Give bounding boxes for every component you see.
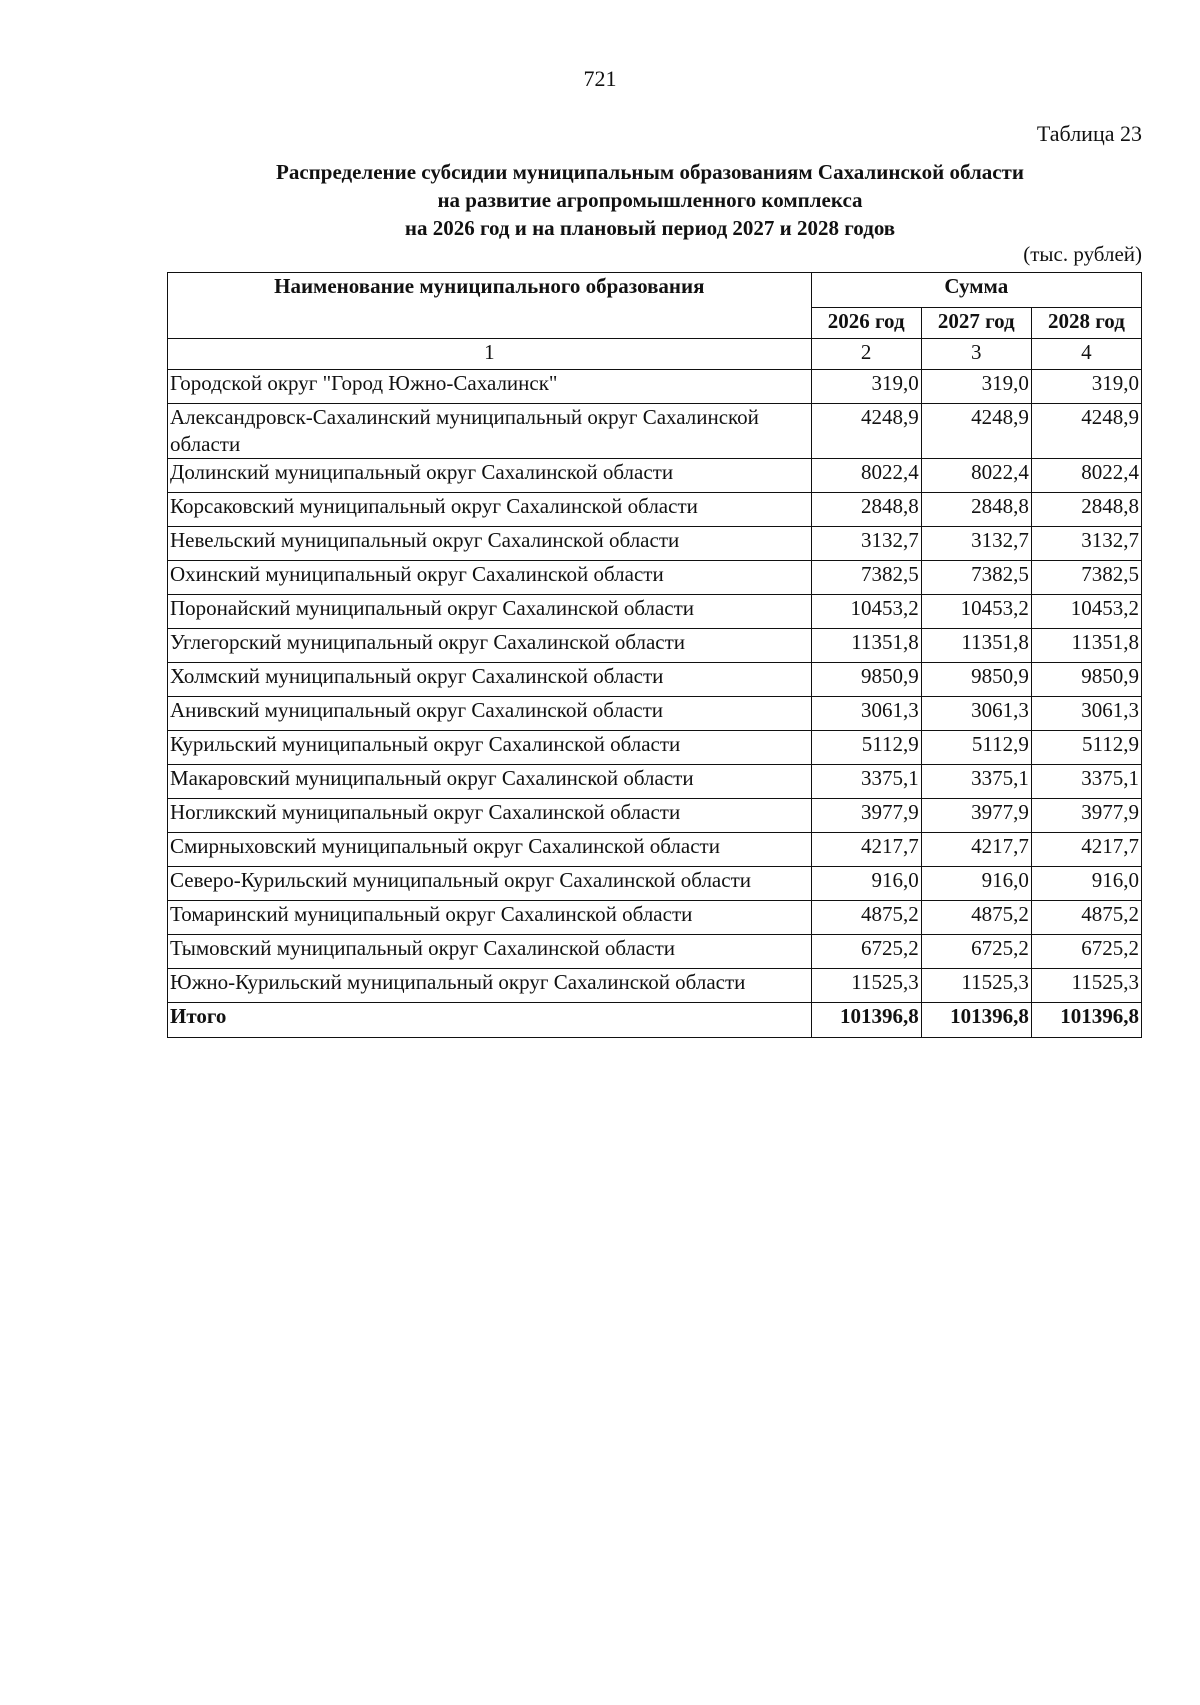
value-2026: 6725,2 <box>811 935 921 969</box>
municipality-name: Ногликский муниципальный округ Сахалинской области <box>168 799 812 833</box>
header-name: Наименование муниципального образования <box>168 273 812 339</box>
value-2028: 4217,7 <box>1031 833 1141 867</box>
municipality-name: Невельский муниципальный округ Сахалинской области <box>168 527 812 561</box>
header-year-2028: 2028 год <box>1031 308 1141 339</box>
value-2027: 11525,3 <box>921 969 1031 1003</box>
value-2028: 10453,2 <box>1031 595 1141 629</box>
value-2026: 10453,2 <box>811 595 921 629</box>
table-row <box>168 935 1142 969</box>
value-2028: 4248,9 <box>1031 404 1141 459</box>
table-row <box>168 370 1142 404</box>
value-2026: 3061,3 <box>811 697 921 731</box>
value-2027: 4248,9 <box>921 404 1031 459</box>
municipality-name: Холмский муниципальный округ Сахалинской области <box>168 663 812 697</box>
value-2027: 7382,5 <box>921 561 1031 595</box>
header-year-2026: 2026 год <box>811 308 921 339</box>
value-2026: 4248,9 <box>811 404 921 459</box>
value-2028: 2848,8 <box>1031 493 1141 527</box>
value-2026: 319,0 <box>811 370 921 404</box>
value-2028: 8022,4 <box>1031 459 1141 493</box>
table-row <box>168 663 1142 697</box>
value-2026: 5112,9 <box>811 731 921 765</box>
table-row <box>168 595 1142 629</box>
table-row <box>168 404 1142 459</box>
value-2028: 4875,2 <box>1031 901 1141 935</box>
column-index: 4 <box>1031 339 1141 370</box>
column-index: 1 <box>168 339 812 370</box>
value-2026: 7382,5 <box>811 561 921 595</box>
subsidy-table <box>167 272 1142 1038</box>
value-2028: 9850,9 <box>1031 663 1141 697</box>
value-2026: 4875,2 <box>811 901 921 935</box>
municipality-name: Углегорский муниципальный округ Сахалинской области <box>168 629 812 663</box>
value-2027: 4217,7 <box>921 833 1031 867</box>
value-2027: 6725,2 <box>921 935 1031 969</box>
column-index: 3 <box>921 339 1031 370</box>
value-2027: 319,0 <box>921 370 1031 404</box>
municipality-name: Тымовский муниципальный округ Сахалинской области <box>168 935 812 969</box>
value-2028: 3375,1 <box>1031 765 1141 799</box>
municipality-name: Охинский муниципальный округ Сахалинской области <box>168 561 812 595</box>
value-2028: 11351,8 <box>1031 629 1141 663</box>
value-2028: 7382,5 <box>1031 561 1141 595</box>
value-2028: 916,0 <box>1031 867 1141 901</box>
table-row <box>168 459 1142 493</box>
municipality-name: Южно-Курильский муниципальный округ Сахалинской области <box>168 969 812 1003</box>
table-label: Таблица 23 <box>1036 121 1142 146</box>
value-2028: 11525,3 <box>1031 969 1141 1003</box>
municipality-name: Долинский муниципальный округ Сахалинской области <box>168 459 812 493</box>
page-number: 721 <box>583 66 617 91</box>
value-2026: 9850,9 <box>811 663 921 697</box>
value-2028: 3977,9 <box>1031 799 1141 833</box>
column-index: 2 <box>811 339 921 370</box>
value-2027: 9850,9 <box>921 663 1031 697</box>
value-2028: 3061,3 <box>1031 697 1141 731</box>
value-2026: 11525,3 <box>811 969 921 1003</box>
table-row <box>168 493 1142 527</box>
title-line-3: на 2026 год и на плановый период 2027 и 2028 годов <box>404 216 896 240</box>
municipality-name: Городской округ "Город Южно-Сахалинск" <box>168 370 812 404</box>
title-line-2: на развитие агропромышленного комплекса <box>437 188 863 212</box>
table-row <box>168 969 1142 1003</box>
value-2027: 11351,8 <box>921 629 1031 663</box>
value-2026: 3977,9 <box>811 799 921 833</box>
units-label: (тыс. рублей) <box>1023 242 1142 266</box>
value-2027: 3061,3 <box>921 697 1031 731</box>
value-2026: 3375,1 <box>811 765 921 799</box>
value-2027: 3132,7 <box>921 527 1031 561</box>
document-title <box>160 158 1140 242</box>
municipality-name: Корсаковский муниципальный округ Сахалинской области <box>168 493 812 527</box>
value-2027: 3375,1 <box>921 765 1031 799</box>
municipality-name: Поронайский муниципальный округ Сахалинской области <box>168 595 812 629</box>
title-line-1: Распределение субсидии муниципальным образованиям Сахалинской области <box>276 160 1024 184</box>
municipality-name: Смирныховский муниципальный округ Сахалинской области <box>168 833 812 867</box>
municipality-name: Северо-Курильский муниципальный округ Сахалинской области <box>168 867 812 901</box>
value-2027: 916,0 <box>921 867 1031 901</box>
value-2026: 3132,7 <box>811 527 921 561</box>
value-2028: 319,0 <box>1031 370 1141 404</box>
value-2026: 916,0 <box>811 867 921 901</box>
value-2028: 6725,2 <box>1031 935 1141 969</box>
table-row <box>168 867 1142 901</box>
value-2027: 8022,4 <box>921 459 1031 493</box>
municipality-name: Анивский муниципальный округ Сахалинской области <box>168 697 812 731</box>
header-sum: Сумма <box>811 273 1141 308</box>
value-2026: 4217,7 <box>811 833 921 867</box>
value-2026: 11351,8 <box>811 629 921 663</box>
value-2028: 3132,7 <box>1031 527 1141 561</box>
value-2027: 2848,8 <box>921 493 1031 527</box>
table-row <box>168 697 1142 731</box>
municipality-name: Макаровский муниципальный округ Сахалинской области <box>168 765 812 799</box>
table-row <box>168 833 1142 867</box>
table-row <box>168 629 1142 663</box>
index-row <box>168 339 1142 370</box>
table-row <box>168 527 1142 561</box>
value-2027: 10453,2 <box>921 595 1031 629</box>
value-2028: 5112,9 <box>1031 731 1141 765</box>
value-2026: 8022,4 <box>811 459 921 493</box>
table-row <box>168 765 1142 799</box>
total-2027: 101396,8 <box>921 1003 1031 1038</box>
header-row-1 <box>168 273 1142 308</box>
header-year-2027: 2027 год <box>921 308 1031 339</box>
value-2026: 2848,8 <box>811 493 921 527</box>
value-2027: 4875,2 <box>921 901 1031 935</box>
table-row <box>168 799 1142 833</box>
total-2028: 101396,8 <box>1031 1003 1141 1038</box>
total-row <box>168 1003 1142 1038</box>
municipality-name: Томаринский муниципальный округ Сахалинской области <box>168 901 812 935</box>
total-label: Итого <box>168 1003 812 1038</box>
value-2027: 5112,9 <box>921 731 1031 765</box>
municipality-name: Курильский муниципальный округ Сахалинской области <box>168 731 812 765</box>
table-row <box>168 901 1142 935</box>
municipality-name: Александровск-Сахалинский муниципальный округ Сахалинской области <box>168 404 812 459</box>
value-2027: 3977,9 <box>921 799 1031 833</box>
table-row <box>168 561 1142 595</box>
table-row <box>168 731 1142 765</box>
table-body <box>168 370 1142 1003</box>
total-2026: 101396,8 <box>811 1003 921 1038</box>
